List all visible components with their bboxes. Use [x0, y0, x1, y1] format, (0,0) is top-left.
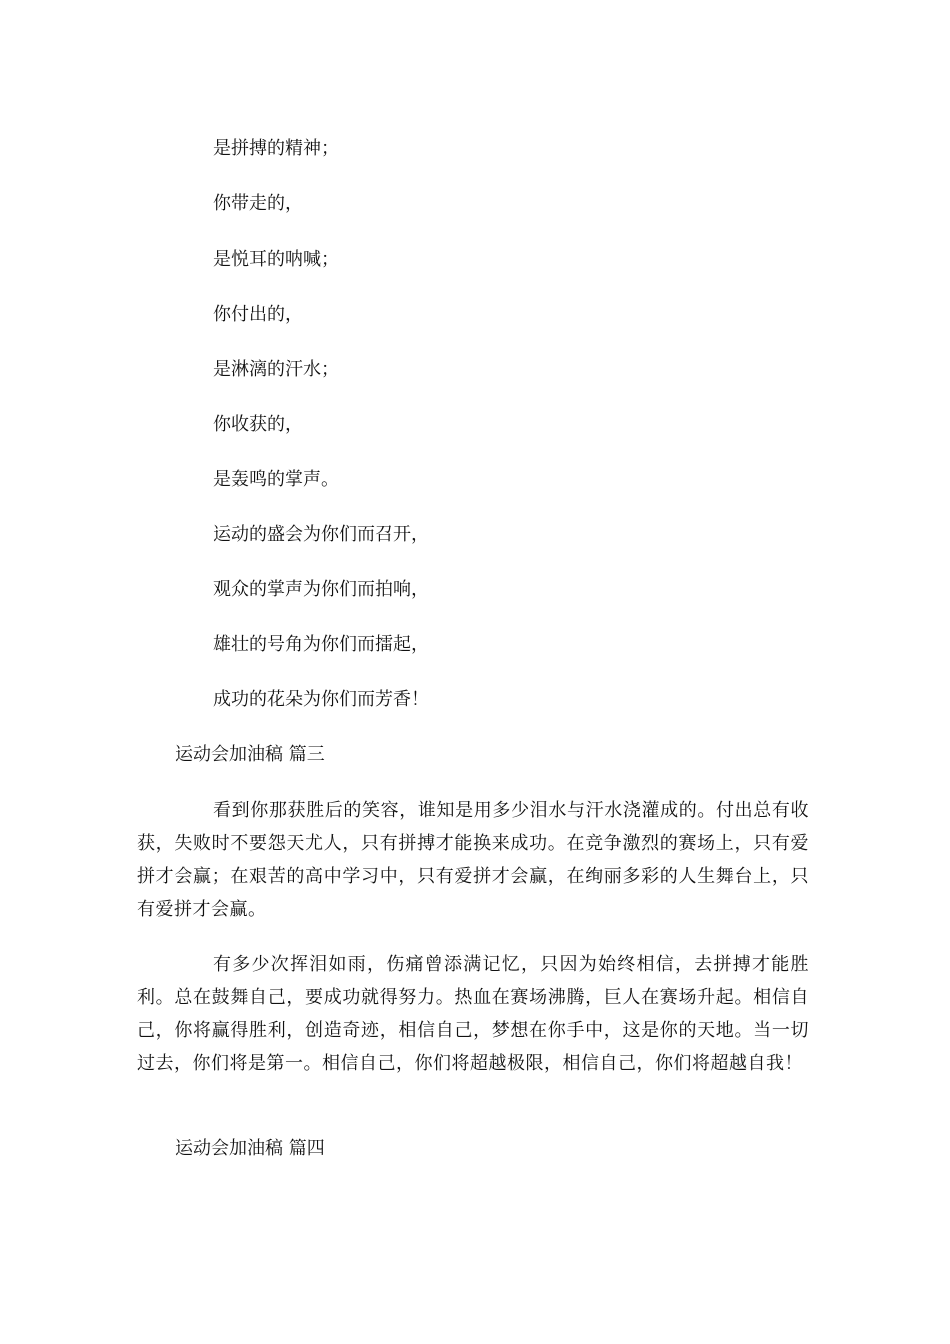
- poem-line: 成功的花朵为你们而芳香！: [213, 689, 429, 710]
- poem-line: 是拼搏的精神；: [213, 138, 339, 159]
- poem-line: 观众的掌声为你们而拍响，: [213, 579, 429, 600]
- paragraph-1: 看到你那获胜后的笑容，谁知是用多少泪水与汗水浇灌成的。付出总有收获，失败时不要怨天尤人，只有拼搏才能换来成功。在竞争激烈的赛场上，只有爱拼才会赢；在艰苦的高中学习中，只有爱拼才会赢，在绚丽多彩的人生舞台上，只有爱拼才会赢。: [137, 800, 809, 920]
- poem-line: 是淋漓的汗水；: [213, 359, 339, 380]
- poem-line: 是轰鸣的掌声。: [213, 469, 339, 490]
- poem-line: 雄壮的号角为你们而擂起，: [213, 634, 429, 655]
- section-heading-3: 运动会加油稿 篇三: [175, 744, 325, 765]
- paragraph-2: 有多少次挥泪如雨，伤痛曾添满记忆，只因为始终相信，去拼搏才能胜利。总在鼓舞自己，要成功就得努力。热血在赛场沸腾，巨人在赛场升起。相信自己，你将赢得胜利，创造奇迹，相信自己，梦想在你手中，这是你的天地。当一切过去，你们将是第一。相信自己，你们将超越极限，相信自己，你们将超越自我！: [137, 954, 809, 1074]
- poem-line: 运动的盛会为你们而召开，: [213, 524, 429, 545]
- poem-line: 你带走的，: [213, 193, 303, 214]
- poem-line: 你收获的，: [213, 414, 303, 435]
- poem-line: 是悦耳的呐喊；: [213, 249, 339, 270]
- section-heading-4: 运动会加油稿 篇四: [175, 1138, 325, 1159]
- poem-line: 你付出的，: [213, 304, 303, 325]
